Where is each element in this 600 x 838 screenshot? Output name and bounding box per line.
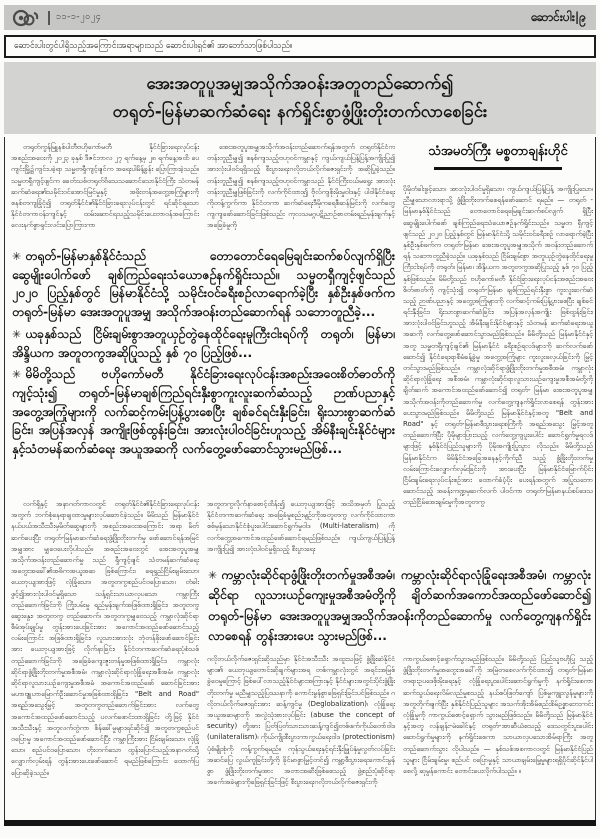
- masthead-divider: [48, 11, 50, 25]
- column2-paragraph-bottom: [207, 654, 395, 815]
- pullquote-bullet-3-text: မိမိတို့သည် ဗဟိုကော်မတီ နိုင်ငံခြားရေးလုပ်ငန်းအစည်းအဝေးစိတ်ဓာတ်ကိုကျင့်သုံး၍ တရုတ်-မြန်မာချစ်ကြည်ရင်းနှီးစွာကူးလူးဆက်ဆံသည့် ဉာဏ်ပညာနှင့်အတွေ့အကြုံများကို လက်ဆင့်ကမ်းပြန့်ပွားစေပြီး ချစ်ခင်ရင်းနှီးခြင်း၊ ရိုးသားစွာဆက်ဆံခြင်း၊ အပြန်အလှန် အကျိုးဖြစ်ထွန်းခြင်း၊ အားလုံးပါဝင်ခြင်းဟူသည့် အိမ်နီးချင်းနိုင်ငံများနှင့်သံတမန်ဆက်ဆံရေး အယူအဆကို လက်တွေ့ဖော်ဆောင်သွားမည်ဖြစ်...: [12, 367, 395, 456]
- page-label: ဆောင်းပါး|၉: [530, 9, 586, 24]
- pullquote-bullet-1: [12, 247, 395, 322]
- bottom-rule: [4, 820, 596, 826]
- pullquote-bullet-4: [208, 565, 591, 647]
- pullquote-bullet-4-block: [204, 563, 595, 651]
- masthead-bar: [4, 5, 596, 30]
- column1-mid-text: လက်ရှိနှင့် အနာဂတ်ကာလတွင် တရုတ်နိုင်ငံ၏နိုင်ငံခြားရေးလုပ်ငန်း အတွက် ဘက်စုံနေရာချထားမှုများလုပ်ဆောင်ခဲ့သည်။ မိမိသည် မြန်မာနိုင်ငံနယ်ပယ်အသီးသီးမှမိတ်ဆွေများကို အစည်းအဝေးအကြောင်း အရာ မိတ်ဆက်ပေးပြီး တရုတ်-မြန်မာဆက်ဆံရေးဖွံ့ဖြိုးတိုးတက်မှု ဖော်ဆောင်ရန်အမြင်အမျှအား မျှဝေပေးလိုပါသည်။ အစည်းအဝေးတွင် အေးအတူပူအမျှအသိုက်အဝန်းတည်ဆောက်မှု သည် ရှီကျင့်ဖျင် သံတမန်ဆက်ဆံရေးအတွေးအခေါ်၏အဓိကအယူအဆ ဖြစ်ကြောင်း၊ ရေရှည်ငြိမ်းချမ်းသော၊ ယေဘုယျအားဖြင့် လုံခြုံသော၊ အတူတကွစည်ပင်ဝပြောသော၊ တံခါးဖွင့်၍အားလုံးပါဝင်မှုရှိသော သန့်ရှင်းသာယာလှပသော ကမ္ဘာကြီးတည်ဆောက်ခြင်းကို ကြိုးပမ်းမှု ရည်မှန်းချက်အဖြစ်ထားရှိခြင်း၊ အတူတကွဆွေးနွေး၊ အတူတကွ တည်ဆောက်၊ အတူတကွမျှဝေသည့် ကမ္ဘာလုံးဆိုင်ရာစီမံအုပ်ချုပ်မှု တွန်းအားပေးခြင်းအား အကောင်အထည်ဖော်ဆောင်သည့်လမ်းကြောင်း အဖြစ်ထားရှိခြင်း၊ လူသားအားလုံး ဘုံတန်ဖိုးဖော်ဆောင်ခြင်းအား ယေဘုယျအားဖြင့် လိုက်နာခြင်း၊ နိုင်ငံတကာဆက်ဆံရေးပုံစံသစ် တည်ဆောက်ခြင်းကို အခြေခံကျေးဇူးတန်မှုအဖြစ်ထားရှိခြင်း၊ ကမ္ဘာလုံး ဆိုင်ရာဖွံ့ဖြိုးတိုးတက်မှုအစီအမံ၊ ကမ္ဘာလုံးဆိုင်ရာလုံခြုံရေးအစီအမံ၊ ကမ္ဘာလုံးဆိုင်ရာလူသားယဉ်ကျေးမှုအစီအမံ အကောင်အထည်ဖော် ဆောင်ခြင်းအား မဟာဗျူဟာမြောက်ဦးဆောင်မှုအဖြစ်ထားရှိခြင်း၊ "Belt and Road" အရည်အသွေးမြှင့် အတူတကွတည်ဆောက်ခြင်းအား လက်တွေ့အကောင်အထည်ဖော်ဆောင်သည့် ပလက်ဖောင်းထားရှိခြင်း တို့ဖြင့် နိုင်ငံအသီးသီးနှင့် အတူလက်တွဲကာ စိန်ခေါ်မှုများရင်ဆိုင်၍ အတူတကွစည်ပင်ဝပြောမှု အကောင်အထည်ဖော်ဆောင်ပြီး ကမ္ဘာကြီးအား ငြိမ်းချမ်းသော၊ လုံခြုံသော၊ စည်ပင်ဝပြောသော၊ တိုးတက်သော ထွန်းပြောင်သည့်အနာဂတ်သို့လျှောက်လှမ်းရန် တွန်းအားပေးဖော်ဆောင် ရမည်ဖြစ်ကြောင်း ထောက်ပြပြောဆိုခဲ့သည်။: [11, 500, 199, 777]
- byline-rule: [434, 167, 562, 170]
- pullquote-bullet-4-text: ကမ္ဘာလုံးဆိုင်ရာဖွံ့ဖြိုးတိုးတက်မှုအစီအမံ၊ ကမ္ဘာလုံးဆိုင်ရာလုံခြုံရေးအစီအမံ၊ ကမ္ဘာလုံးဆိုင်ရာ လူသားယဉ်ကျေးမှုအစီအမံတို့ကို ချိတ်ဆက်အကောင်အထည်ဖော်ဆောင်၍ တရုတ်-မြန်မာ အေးအတူပူအမျှအသိုက်အဝန်းကိုတည်ဆောက်မှု လက်တွေ့ကျနက်ရှိုင်းလာစေရန် တွန်းအားပေး သွားမည်ဖြစ်...: [208, 568, 591, 644]
- column2-bottom-text: ဂလိုဘယ်လိုက်ဇေးရှင်းဆိုသည်မှာ နိုင်ငံအသီးသီး အထူးသဖြင့် ဖွံ့ဖြိုးဆဲနိုင်ငံများ၏ ယေဘုယျတောင်းဆိုချက်များအရ တစ်ကမ္ဘာလုံးတွင် အရင်းအမြစ်ခွဲဝေမှုကြောင့် ဖြစ်ပေါ်လာသည့်နိုင်ငံများအကြားနှင့် နိုင်ငံများအတွင်းပိုင်းဖွံ့ဖြိုးတိုးတက်မှု မညီမျှသည့်ပြဿနာကို ကောင်းမွန်စွာဖြေရှင်းခြင်းပင်ဖြစ်သည်။ ဂလိုဘယ်လိုက်ဇေးရှင်းအား ဆန့်ကျင်မှု (Deglobalization)၊ လုံခြုံရေးအယူအဆများကို အလွဲသုံးစားလုပ်ခြင်း (abuse the concept of security) တို့အား ပြတ်ပြတ်သားသားဆန့်ကျင်၍တစ်ဖက်ကိုယ်တော်ဝါဒ (unilateralism)၊ ကိုယ်ကျိုးစီးပွားကာကွယ်ရေးဝါဒ (protectionism) ပုံစံမျိုးစုံကို ကန့်ကွက်ရမည်။ ကုန်သွယ်ရေးနှင့်ရင်းနှီးမြှုပ်နှံမှုလွတ်လပ်ခြင်း အဆင်ပြေ လွယ်ကူခြင်းတို့ကို ခိုင်မာစွာမြှင့်တင်၍ ကမ္ဘာ့စီးပွားရေးကောင်းမွန်စွာ ဖွံ့ဖြိုးတိုးတက်မှုအား အတားအဆီးဖြစ်စေသည့် ဖွဲ့စည်းပုံဆိုင်ရာ အခက်အခဲများကိုဖြေရှင်းခြင်းဖြင့် စီးပွားရေးဂလိုဘယ်လိုက်ဇေးရှင်းကို: [207, 655, 395, 787]
- column3-paragraph-bottom: [403, 654, 593, 815]
- asterisk-bullet-icon: ✳: [12, 327, 22, 341]
- byline-block: [403, 140, 593, 182]
- disclaimer-text: ဆောင်းပါးတွင်ပါရှိသည့်အကြောင်းအရာများသည် ဆောင်းပါးရှင်၏ အာဘော်သာဖြစ်ပါသည်။: [14, 40, 293, 51]
- pullquote-bullets-block: [8, 245, 399, 497]
- issue-date: ၁၁-၁-၂၀၂၄: [56, 12, 102, 22]
- column2-top-text: အေးအတူပူအမျှအသိုက်အဝန်းတည်ဆောက်ရန်အတွက် တရုတ်နိုင်ငံက တန်းတူညီမျှ၍ စနစ်ကျသည့်ဗဟုဝင်ကမ္ဘာနှင့် ကျယ်ကျယ်ပြန့်ပြန့်အကျိုးပြု၍ အားလုံးပါဝင်ရရှိသည့် စီးပွားရေးဂလိုဘယ်လိုက်ဇေးရှင်းကို အဆိုပြုခဲ့သည်။ တန်းတူညီမျှ၍ စနစ်ကျသည့်ဗဟုဝင်ကမ္ဘာသည် နိုင်ငံကြီးငယ်မရွေး အားလုံးတန်းတူညီမျှဖြစ်ခြင်းကို လက်ကိုင်ထား၍ ဗိုလ်ကျစိုးမိုးမှုဝါဒနှင့် ပါဝါနိုင်ငံရေးကိုတန့်ကွက်ကာ နိုင်ငံတကာ ဆက်ဆံရေးဒီမိုကရေစီဆန်မြင်းကို လက်တွေ့ကျကျဖော်ဆောင်ခြင်းဖြစ်သည်း ကုလသမဂ္ဂပဋိညာဉ်စာတမ်းရည်မှန်းချက်နှင့် အခြေခံမူကို: [207, 143, 395, 230]
- disclaimer-box: [4, 35, 596, 58]
- pullquote-bullet-2: [12, 325, 395, 362]
- column1-top-text: တရုတ်ကွန်မြူနစ်ပါတီဗဟိုကော်မတီ နိုင်ငံခြားရေးလုပ်ငန်း အစည်းအဝေးကို ၂၀၂၃ ခုနှစ် ဒီဇင်ဘာလ ၂၇ ရက်နေ့မှ ၂၈ ရက်နေ့အထိ ပေကျင်းမြို့၌ကျင်းပခဲ့ရာ သမ္မတရှီကျင့်ဖျင်က အရေးပါမိန့်ခွန်း ပြောကြားခဲ့သည်။ သမ္မတရှီကျင့်ဖျင်က ခေတ်သစ်တရုတ်ဝိသေသဆောင်သောနိုင်ငံကြီး သံတမန်ဆက်ဆံရေး၏သမိုင်းဝင်အောင်မြင်မှုနှင့် အဖိုးတန်အတွေ့အကြုံများကိုစနစ်တကျခြုံငုံ၍ တရုတ်နိုင်ငံ၏နိုင်ငံခြားရေးလုပ်ငန်းတွင် ရင်ဆိုင်ရသောနိုင်ငံတကာဝန်းကျင်နှင့် ထမ်းဆောင်ရသည့်သမိုင်းပေးတာဝန်အကြောင်း လေးနက်စွာရှင်းလင်းပြောကြားကာ: [11, 143, 199, 230]
- column3-bottom-text: ကာကွယ်စောင့်ရှောက်သွားမည်ဖြစ်သည်။ မိမိတို့သည် ပြည်သူဗဟိုပြု သည့် ဖွံ့ဖြိုးတိုးတက်မှုအတွေးအခေါ်ကို အမြဲတစေလက်ကိုင်ထား၍ တရုတ်-မြန်မာ တရားဥပဒေစိုးမိုးရေးနှင့် လုံခြုံရေးပူးပေါင်းဆောင်ရွက်မှုကို နက်ရှိုင်းစေကာ ဆက်သွယ်ရေးလိမ်လည်မှုစသည့် နယ်စပ်ဖြတ်ကျော် ပြစ်မှုကျူးလွန်မှုများကိုအတူတိုက်ဖျက်ပြီး နှစ်နိုင်ငံပြည်သူများ အသက်အိုးအိမ်စည်းစိမ်ဥစ္စာဘေးကင်းလုံခြုံမှုကို ကာကွယ်စောင့်ရှောက် သွားမည်ဖြစ်သည်။ မိမိတို့သည် မြန်မာနိုင်ငံနှင့်အတူ လန်ချန်း-မဲခေါင်နှင့် တရုတ်-အာဆီယံစသည့် ဒေသတွင်းပူးပေါင်းဆောင်ရွက်မှုများကို နက်ရှိုင်းစေကာ သာယာလှပသောအိမ်ရာကြီး အတူတည်ဆောက်သွား လိုပါသည်။ — နှစ်သစ်အစကာလတွင် မြန်မာနိုင်ငံပြည်သူများ ငြိမ်းချမ်းမှု၊ စည်ပင် ဝပြောမှုနှင့် သာယာချမ်းမြေ့မှုများရရှိပိုင်ဆိုင်နိုင်ပါစေလို့ ဆုမွန်ကောင်း တောင်းပေးလိုက်ပါသည်။ ။: [403, 655, 593, 775]
- column3-paragraph-main: [403, 184, 593, 561]
- column3-main-text: ပိုမိုတံခါးဖွင့်သော၊ အားလုံးပါဝင်မှုရှိသော၊ ကျယ်ကျယ်ပြန့်ပြန့် အကျိုးပြုသော၊ ညီမျှသောလားရာသို့ ဖွံ့ဖြိုးတိုးတက်စေရန်ဖော်ဆောင် ရမည်။ — တရုတ် - မြန်မာနှစ်နိုင်ငံသည် တောတောင်ရေမြေချင်းဆက်စပ်လျက် ရှိပြီး ဆွေမျိုးပေါက်ဖော် ချစ်ကြည်ရေးသံယောဇဉ်နက်ရှိုင်းသည်။ သမ္မတ ရှီကျင့်ဖျင်သည် ၂၀၂၀ ပြည့်နှစ်တွင် မြန်မာနိုင်ငံသို့ သမိုင်းဝင်ခရီးစဉ် လာရောက်ခဲ့ပြီး နှစ်ဦးနှစ်ဖက်က တရုတ်-မြန်မာ အေးအတူပူအမျှအသိုက် အဝန်းတည်ဆောက်ရန် သဘောတူညီခဲ့သည်။ ယခုနှစ်သည် ငြိမ်းချမ်းစွာ အတူယှဉ်တွဲနေထိုင်ရေးမူကြီးငါးရပ်ကို တရုတ်၊ မြန်မာ၊ အိန္ဒိယက အတူတကွအဆိုပြုသည့် နှစ် ၇၀ ပြည့်နှစ်ဖြစ်သည်။ မိမိတို့သည် ဗဟိုကော်မတီ နိုင်ငံခြားရေးလုပ်ငန်းအစည်းအဝေးစိတ်ဓာတ်ကို ကျင့်သုံး၍ တရုတ်-မြန်မာ ချစ်ကြည်ရင်းနှီးစွာ ကူးလူးဆက်ဆံသည့် ဉာဏ်ပညာနှင့် အတွေ့အကြုံများကို လက်ဆင့်ကမ်းပြန့်ပွားစေပြီး ချစ်ခင်ရင်းနှီးခြင်း၊ ရိုးသားစွာဆက်ဆံခြင်း၊ အပြန်အလှန်အကျိုး ဖြစ်ထွန်းခြင်း၊ အားလုံးပါဝင်ခြင်းဟူသည့် အိမ်နီးချင်းနိုင်ငံများနှင့် သံတမန် ဆက်ဆံရေးအယူအဆကို လက်တွေ့ဖော်ဆောင်သွားမည်ဖြစ်သည်။ မိမိတို့သည် မြန်မာနိုင်ငံနှင့်အတူ သမ္မတရှီကျင့်ဖျင်၏ မြန်မာနိုင်ငံ ခရီးစဉ်ရလဒ်များကို ဆက်လက်ဖော်ဆောင်၍ နိုင်ငံရေးရာစီမံခန့်ခွဲမှု အတွေ့အကြုံများ ကူးလူးဖလှယ်ခြင်းကို မြှင့်တင်သွားမည်ဖြစ်သည်။ ကမ္ဘာလုံးဆိုင်ရာဖွံ့ဖြိုးတိုးတက်မှုအစီအမံ၊ ကမ္ဘာလုံးဆိုင်ရာလုံခြုံရေး အစီအမံ၊ ကမ္ဘာလုံးဆိုင်ရာလူသားယဉ်ကျေးမှုအစီအမံတို့ကို ချိတ်ဆက် အကောင်အထည်ဖော်ဆောင်၍ တရုတ်- မြန်မာ အေးအတူပူအမျှ အသိုက်အဝန်းကိုတည်ဆောက်မှု လက်တွေ့ကျနက်ရှိုင်းလာစေရန် တွန်းအားပေးသွားမည်ဖြစ်သည်။ မိမိတို့သည် မြန်မာနိုင်ငံနှင့်အတူ "Belt and Road" နှင့် တရုတ်-မြန်မာစီးပွားရေးစင်္ကြံကို အရည်အသွေး မြှင့်အတူတည်ဆောက်ပြီး ပိုမိုများပြားသည့် လက်တွေ့ကျပူးပေါင်း ဆောင်ရွက်မှုရလဒ်များဖြင့် နှစ်နိုင်ငံပြည်သူများကို ပိုမိုအကျိုးပြုသွား လိုသည်။ မိမိတို့သည် မြန်မာနိုင်ငံက မိမိနိုင်ငံအခြေအနေနှင့်ကိုက်ညီ သည့် ဖွံ့ဖြိုးတိုးတက်မှုလမ်းကြောင်းလျှောက်လှမ်းခြင်းကို အားပေးပြီး မြန်မာနိုင်ငံမြောက်ပိုင်း ငြိမ်းချမ်းရေးလုပ်ငန်းစဉ်အား ထောက်ခံပံ့ပိုး ပေးရန်အတွက် အပြုသဘောဆောင်သည့် အခန်းကဏ္ဍမှဆက်လက် ပါဝင်ကာ တရုတ်-မြန်မာနယ်စပ်ဒေသတည်ငြိမ်အေးချမ်းမှုကိုအတူတကွ: [403, 185, 593, 507]
- headline-line-1: အေးအတူပူအမျှအသိုက်အဝန်းအတူတည်ဆောက်၍: [146, 74, 454, 94]
- headline-box: [4, 62, 596, 134]
- asterisk-bullet-icon: ✳: [208, 569, 218, 582]
- pullquote-bullet-2-text: ယခုနှစ်သည် ငြိမ်းချမ်းစွာအတူယှဉ်တွဲနေထိုင်ရေးမူကြီးငါးရပ်ကို တရုတ်၊ မြန်မာ၊ အိန္ဒိယက အတူတကွအဆိုပြုသည့် နှစ် ၇၀ ပြည့်ဖြစ်...: [12, 326, 395, 360]
- byline-author: သံအမတ်ကြီး မစ္စတာချန်းဟိုင်: [428, 144, 568, 159]
- column2-paragraph-mid: [207, 499, 395, 561]
- column1-paragraph-top: [11, 142, 199, 245]
- column2-paragraph-top: [207, 142, 395, 245]
- asterisk-bullet-icon: ✳: [12, 368, 22, 382]
- myawady-logo-icon: [12, 9, 42, 27]
- pullquote-bullet-3: [12, 365, 395, 458]
- pullquote-bullet-1-text: တရုတ်-မြန်မာနှစ်နိုင်ငံသည် တောတောင်ရေမြေချင်းဆက်စပ်လျက်ရှိပြီး ဆွေမျိုးပေါက်ဖော် ချစ်ကြည်ရေးသံယောဇဉ်နက်ရှိုင်းသည်။ သမ္မတရှီကျင့်ဖျင်သည် ၂၀၂၀ ပြည့်နှစ်တွင် မြန်မာနိုင်ငံသို့ သမိုင်းဝင်ခရီးစဉ်လာရောက်ခဲ့ပြီး နှစ်ဦးနှစ်ဖက်က တရုတ်-မြန်မာ အေးအတူပူအမျှ အသိုက်အဝန်းတည်ဆောက်ရန် သဘောတူညီခဲ့...: [12, 249, 395, 320]
- asterisk-bullet-icon: ✳: [12, 250, 22, 263]
- article-body: [4, 137, 596, 820]
- column2-mid-text: အတူတကွလိုက်နာစောင့်ထိန်း၍ ယေဘုယျအားဖြင့် အသိအမှတ် ပြုသည့် နိုင်ငံတကာဆက်ဆံရေး အခြေခံမူစည်းမျဉ်းကိုအတူတကွ လက်ကိုင်ထားကာ စစ်မှန်သောနိုင်ငံစုံပူးပေါင်းဆောင်ရွက်မှုဝါဒ (Multi-lateralism) ကို လက်တွေ့အကောင်အထည်ဖော်ဆောင်ရမည်ဖြစ်သည်။ ကျယ်ကျယ်ပြန့်ပြန့်အကျိုးပြု၍ အားလုံးပါဝင်မှုရှိသည့် စီးပွားရေး: [207, 500, 395, 553]
- headline-line-2: တရုတ်-မြန်မာဆက်ဆံရေး နက်ရှိုင်းစွာဖွံ့ဖြိုးတိုးတက်လာစေခြင်း: [112, 102, 488, 121]
- masthead-left: [12, 9, 101, 27]
- column1-paragraph-mid: [11, 499, 199, 815]
